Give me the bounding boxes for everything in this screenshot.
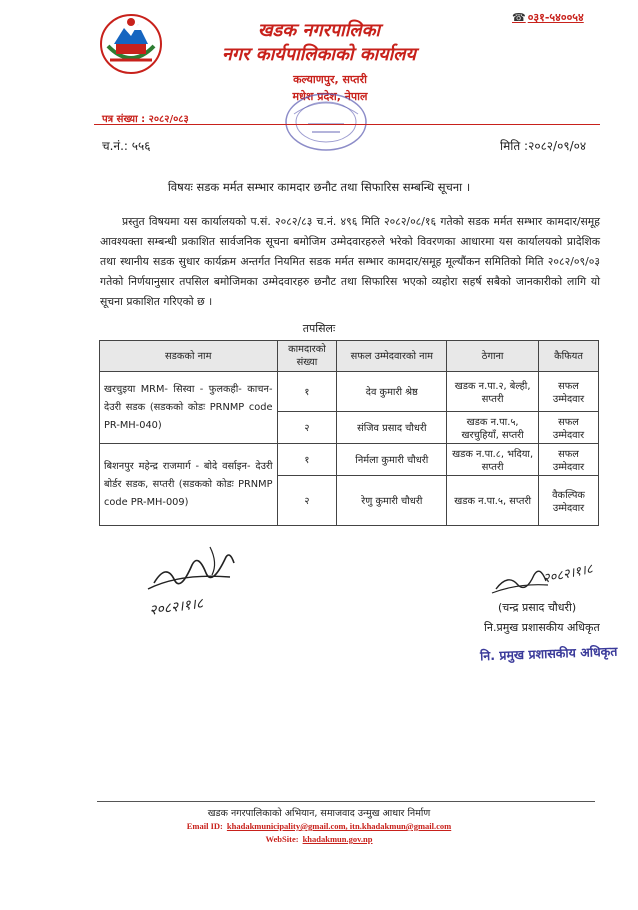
signatory-name: (चन्द्र प्रसाद चौधरी) [498, 601, 577, 614]
worker-count: १ [277, 444, 337, 476]
candidate-name: देव कुमारी श्रेष्ठ [337, 372, 447, 412]
candidate-remark: वैकल्पिक उम्मेदवार [539, 476, 599, 526]
header-divider [94, 124, 600, 125]
candidate-address: खडक न.पा.८, भदिया, सप्तरी [447, 444, 539, 476]
letter-date: मिति :२०८२/०९/०४ [500, 139, 587, 153]
municipality-name: खडक नगरपालिका [257, 20, 381, 41]
worker-count: २ [277, 476, 337, 526]
candidate-table [99, 340, 599, 526]
email-label: Email ID: [186, 821, 223, 831]
candidate-remark: सफल उम्मेदवार [539, 372, 599, 412]
designation-stamp: नि. प्रमुख प्रशासकीय अधिकृत [479, 643, 618, 664]
candidate-name: निर्मला कुमारी चौधरी [337, 444, 447, 476]
left-signature-date: २०८२।१।८ [148, 595, 205, 619]
candidate-address: खडक न.पा.५, सप्तरी [447, 476, 539, 526]
road-name: खरचुइया MRM- सिस्वा - फुलकही- काचन-देउरी सडक (सडकको कोडः PRNMP code PR-MH-040) [100, 372, 278, 444]
office-location: कल्याणपुर, सप्तरी [293, 73, 367, 86]
candidate-name: रेणु कुमारी चौधरी [337, 476, 447, 526]
candidate-address: खडक न.पा.२, बेल्ही, सप्तरी [447, 372, 539, 412]
letter-number: पत्र संख्या : २०८२/०८३ [102, 114, 189, 125]
candidate-address: खडक न.पा.५, खरचुहियाँ, सप्तरी [447, 412, 539, 444]
candidate-remark: सफल उम्मेदवार [539, 444, 599, 476]
office-province: मधेश प्रदेश, नेपाल [292, 90, 368, 103]
right-signature-icon [488, 553, 618, 603]
right-signature-date: २०८२।१।८ [541, 561, 595, 587]
col-candidate-name: सफल उम्मेदवारको नाम [337, 341, 447, 372]
footer-website [0, 834, 638, 844]
table-row [100, 372, 599, 412]
email-link[interactable]: khadakmunicipality@gmail.com, itn.khadakmun@gmail.com [226, 821, 452, 831]
table-header-row [100, 341, 599, 372]
col-road-name: सडकको नाम [100, 341, 278, 372]
worker-count: २ [277, 412, 337, 444]
table-row [100, 444, 599, 476]
notice-body: प्रस्तुत विषयमा यस कार्यालयको प.सं. २०८२/८३ च.नं. ४९६ मिति २०८२/०८/१६ गतेको सडक मर्मत सम्भार कामदार/समूह आवश्यक्ता सम्बन्धी प्रकाशित सार्वजनिक सूचना बमोजिम उम्मेदवारहरुले भरेको विवरणका आधारमा यस कार्यालयको प्रादेशिक तथा स्थानीय सडक सुधार कार्यक्रम अन्तर्गत नियमित सडक मर्मत सम्भार कामदार/समूह मूल्यौंकन समितिको मिति २०८२/०९/०३ गतेको निर्णयानुसार तपसिल बमोजिमका उम्मेदवारहरु छनौट तथा सिफारिस भएको व्यहोरा सहर्ष सबैको जानकारीको लागि यो सूचना प्रकाशित गरिएको छ । [100, 215, 600, 308]
dispatch-number: च.नं.: ५५६ [102, 139, 151, 153]
website-link[interactable]: khadakmun.gov.np [302, 834, 373, 844]
candidate-name: संजिव प्रसाद चौधरी [337, 412, 447, 444]
signatory-post: नि.प्रमुख प्रशासकीय अधिकृत [484, 621, 600, 634]
footer-divider [97, 801, 595, 802]
col-worker-count: कामदारको संख्या [277, 341, 337, 372]
footer-email [0, 821, 638, 831]
website-label: WebSite: [265, 834, 299, 844]
notice-subject: विषयः सडक मर्मत सम्भार कामदार छनौट तथा सिफारिस सम्बन्धि सूचना । [167, 180, 471, 194]
road-name: बिशनपुर महेन्द्र राजमार्ग - बोदे वर्साइन- देउरी बोर्डर सडक, सप्तरी (सडकको कोडः PRNMP code PR-MH-009) [100, 444, 278, 526]
phone-icon: ☎ [512, 11, 526, 24]
candidate-remark: सफल उम्मेदवार [539, 412, 599, 444]
col-address: ठेगाना [447, 341, 539, 372]
office-name: नगर कार्यपालिकाको कार्यालय [222, 44, 416, 65]
worker-count: १ [277, 372, 337, 412]
left-signature-icon [140, 543, 250, 623]
office-stamp-icon [264, 84, 384, 154]
footer-slogan: खडक नगरपालिकाको अभियान, समाजवाद उन्मुख आधार निर्माण [207, 808, 431, 819]
col-remark: कैफियत [539, 341, 599, 372]
phone-value: ०३१-५४००५४ [527, 11, 584, 24]
schedule-label: तपसिलः [302, 322, 336, 335]
